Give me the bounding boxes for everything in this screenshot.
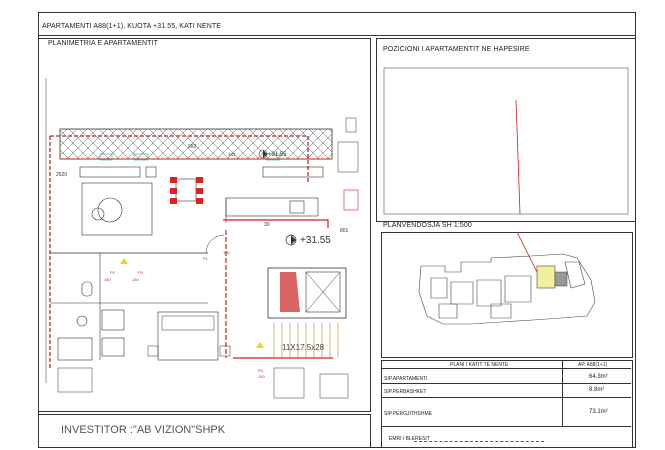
door-dim-2: 150 xyxy=(104,277,111,282)
area-row-label-common: SIP.PERBASHKET xyxy=(384,389,427,395)
chair xyxy=(170,188,177,194)
dining-table xyxy=(176,179,196,201)
plan-panel-title: PLANIMETRIA E APARTAMENTIT xyxy=(48,40,158,47)
door-label-p2: P2 xyxy=(110,270,115,275)
chair xyxy=(196,198,203,204)
door-label-p4: P4 xyxy=(258,368,263,373)
area-row-line-2 xyxy=(381,397,631,398)
area-table-col-line xyxy=(562,360,563,426)
bed xyxy=(158,312,218,360)
dim-left: 2520 xyxy=(56,172,68,178)
door-dim-3: 150 xyxy=(132,277,139,282)
dim-161: 161 xyxy=(228,152,236,157)
shower xyxy=(58,338,92,360)
chair xyxy=(196,188,203,194)
inner-wall xyxy=(223,220,328,228)
position-drawing xyxy=(376,38,634,220)
stair-label: 11X17.5x28 xyxy=(282,343,325,352)
core-block xyxy=(555,272,567,286)
chair xyxy=(196,177,203,183)
investor-label: INVESTITOR :"AB VIZION"SHPK xyxy=(61,424,226,436)
area-table-title: PLANI I KATIT TE NENTE xyxy=(450,362,509,368)
stair-red-block xyxy=(280,272,300,312)
apartment-code: AP. A88(1+1) xyxy=(578,362,608,368)
buyer-label: EMRI I BLERESIT xyxy=(389,436,430,442)
area-row-value-total: 73.1m² xyxy=(589,409,608,415)
kitchen-counter xyxy=(80,167,140,177)
site-plan-drawing xyxy=(381,232,631,356)
position-marker-line xyxy=(516,100,520,214)
area-row-line-1 xyxy=(381,383,631,384)
area-row-value-common: 8.8m² xyxy=(589,387,605,393)
chair xyxy=(170,177,177,183)
outer-wall-outline xyxy=(50,136,308,368)
level-main: +31.55 xyxy=(300,235,331,246)
building-footprint xyxy=(419,254,595,324)
wc xyxy=(82,282,92,296)
site-panel-title: PLANVENDOSJA SH 1:500 xyxy=(383,222,472,229)
door-label-p1: P1 xyxy=(203,256,208,261)
sheet-title: APARTAMENTI A88(1+1), KUOTA +31.55, KATI NENTE xyxy=(42,23,222,30)
area-row-label-total: SIP.PERGJITHSHME xyxy=(384,411,432,417)
highlighted-apartment xyxy=(537,266,555,288)
chair xyxy=(170,198,177,204)
sofa xyxy=(82,183,152,235)
buyer-underline xyxy=(414,441,544,442)
area-table-head-row xyxy=(381,368,631,369)
stair-steps xyxy=(274,323,338,358)
door-label-p3: P3 xyxy=(138,270,143,275)
position-panel-title: POZICIONI I APARTAMENTIT NE HAPESIRE xyxy=(383,46,530,53)
dim-801: 801 xyxy=(340,228,349,234)
area-row-line-3 xyxy=(381,426,631,427)
area-row-label-apartment: SIP.APARTAMENTI xyxy=(384,376,428,382)
area-row-value-apartment: 64.3m² xyxy=(589,374,608,380)
floor-plan-drawing xyxy=(38,38,369,410)
door-dim-1: 150 xyxy=(223,250,230,255)
dim-30: 30 xyxy=(264,222,270,228)
dim-top: 953 xyxy=(188,144,197,150)
level-small: +31.55 xyxy=(268,152,287,158)
door-dim-4: 150 xyxy=(258,374,265,379)
